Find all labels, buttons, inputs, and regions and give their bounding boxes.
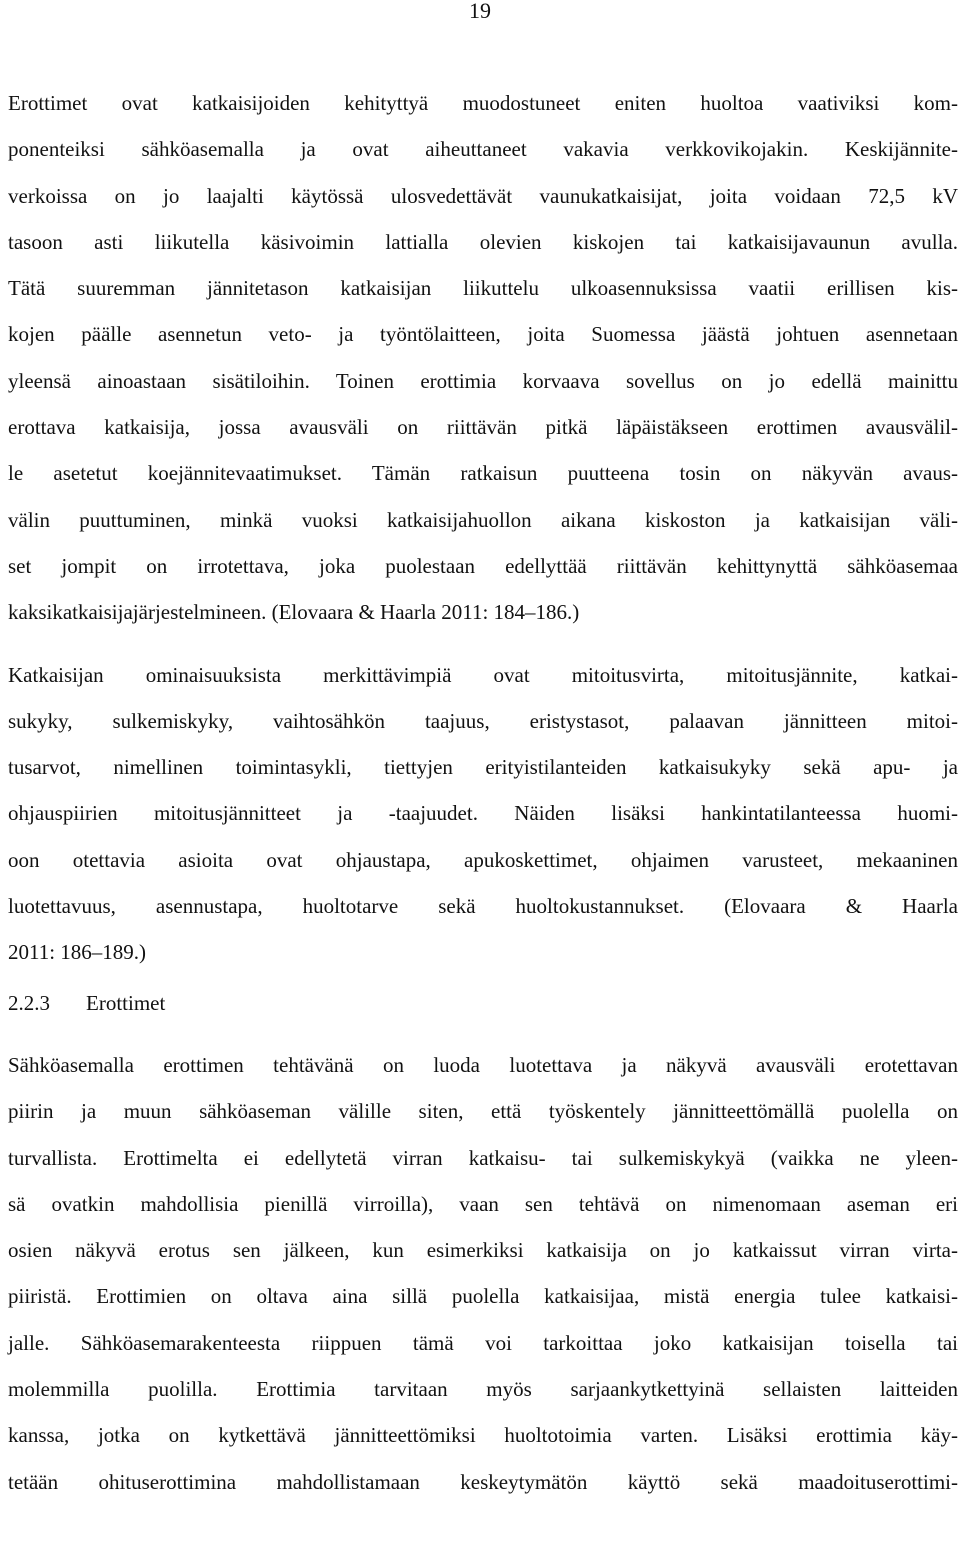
text-line: piiristä. Erottimien on oltava aina sillä puolella katkaisijaa, mistä energia tulee katkaisi- [8,1284,958,1309]
text-line: yleensä ainoastaan sisätiloihin. Toinen erottimia korvaava sovellus on jo edellä mainittu [8,368,958,393]
text-line: luotettavuus, asennustapa, huoltotarve sekä huoltokustannukset. (Elovaara & Haarla [8,894,958,919]
text-line: kanssa, jotka on kytkettävä jännitteettömiksi huoltotoimia varten. Lisäksi erottimia käy- [8,1423,958,1448]
text-line: kaksikatkaisijajärjestelmineen. (Elovaara & Haarla 2011: 184–186.) [8,600,580,625]
section-number: 2.2.3 [8,990,50,1015]
text-line: set jompit on irrotettava, joka puolestaan edellyttää riittävän kehittynyttä sähköasemaa [8,553,958,578]
text-line: sä ovatkin mahdollisia pienillä virroilla), vaan sen tehtävä on nimenomaan aseman eri [8,1191,958,1216]
paragraph-1 [8,80,958,636]
text-line: jalle. Sähköasemarakenteesta riippuen tämä voi tarkoittaa joko katkaisijan toisella tai [8,1330,958,1355]
section-heading [8,980,958,1026]
text-line: 2011: 186–189.) [8,940,147,965]
text-line: sukyky, sulkemiskyky, vaihtosähkön taajuus, eristystasot, palaavan jännitteen mitoi- [8,708,958,733]
text-line: Erottimet ovat katkaisijoiden kehityttyä muodostuneet eniten huoltoa vaativiksi kom- [8,91,958,115]
text-line: verkoissa on jo laajalti käytössä ulosvedettävät vaunukatkaisijat, joita voidaan 72,5 kV [8,183,958,208]
paragraph-3 [8,1042,958,1505]
document-body [8,80,958,1505]
text-line: Tätä suuremman jännitetason katkaisijan liikuttelu ulkoasennuksissa vaatii erillisen kis- [8,276,958,301]
text-line: kojen päälle asennetun veto- ja työntölaitteen, joita Suomessa jäästä johtuen asennetaan [8,322,958,347]
text-line: Katkaisijan ominaisuuksista merkittävimpiä ovat mitoitusvirta, mitoitusjännite, katkai- [8,662,958,687]
text-line: välin puuttuminen, minkä vuoksi katkaisijahuollon aikana kiskoston ja katkaisijan väli- [8,507,958,532]
text-line: piirin ja muun sähköaseman välille siten, että työskentely jännitteettömällä puolella on [8,1099,958,1124]
text-line: turvallista. Erottimelta ei edellytetä virran katkaisu- tai sulkemiskykyä (vaikka ne yleen- [8,1145,958,1170]
paragraph-2 [8,652,958,976]
text-line: oon otettavia asioita ovat ohjaustapa, apukoskettimet, ohjaimen varusteet, mekaaninen [8,847,958,872]
text-line: ohjauspiirien mitoitusjännitteet ja -taajuudet. Näiden lisäksi hankintatilanteessa huomi- [8,801,958,826]
text-line: tasoon asti liikutella käsivoimin lattialla olevien kiskojen tai katkaisijavaunun avulla. [8,229,958,254]
text-line: le asetetut koejännitevaatimukset. Tämän ratkaisun puutteena tosin on näkyvän avaus- [8,461,958,486]
text-line: tetään ohituserottimina mahdollistamaan keskeytymätön käyttö sekä maadoituserottimi- [8,1469,958,1494]
text-line: tusarvot, nimellinen toimintasykli, tiettyjen erityistilanteiden katkaisukyky sekä apu- ja [8,755,958,780]
page-number: 19 [469,0,491,23]
text-line: Sähköasemalla erottimen tehtävänä on luoda luotettava ja näkyvä avausväli erotettavan [8,1052,958,1077]
paragraph-spacer [8,636,958,652]
section-title: Erottimet [86,990,166,1015]
text-line: ponenteiksi sähköasemalla ja ovat aiheuttaneet vakavia verkkovikojakin. Keskijännite- [8,137,958,162]
text-line: molemmilla puolilla. Erottimia tarvitaan myös sarjaankytkettyinä sellaisten laitteiden [8,1377,958,1402]
paragraph-spacer [8,1026,958,1042]
text-line: osien näkyvä erotus sen jälkeen, kun esimerkiksi katkaisija on jo katkaissut virran virta- [8,1238,958,1263]
text-line: erottava katkaisija, jossa avausväli on riittävän pitkä läpäistäkseen erottimen avausvälil- [8,415,958,440]
